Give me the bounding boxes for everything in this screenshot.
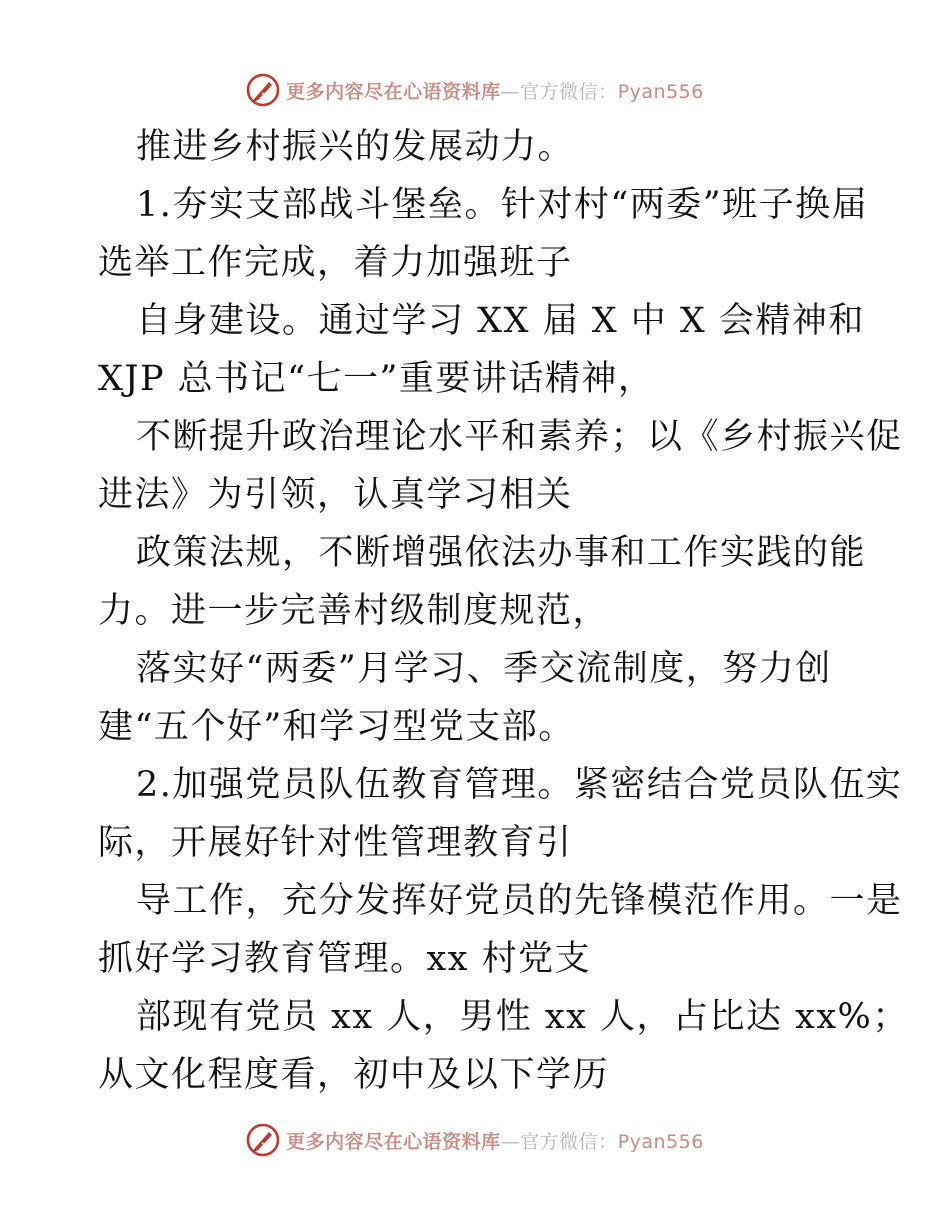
body-text-line: 进法》为引领，认真学习相关 xyxy=(98,475,573,515)
watermark-handle: Pyan556 xyxy=(617,1130,704,1153)
watermark-dash: — xyxy=(500,80,521,103)
pen-circle-logo-icon xyxy=(246,73,280,107)
body-text-line: 1.夯实支部战斗堡垒。针对村“两委”班子换届 xyxy=(136,185,869,225)
watermark-brand: 更多内容尽在心语资料库 xyxy=(286,80,501,103)
watermark-handle: Pyan556 xyxy=(617,80,704,103)
watermark-brand: 更多内容尽在心语资料库 xyxy=(286,1130,501,1153)
body-text-line: 部现有党员 xx 人，男性 xx 人，占比达 xx%； xyxy=(136,997,909,1037)
body-text-line: 导工作，充分发挥好党员的先锋模范作用。一是 xyxy=(136,881,903,921)
body-text-line: 政策法规，不断增强依法办事和工作实践的能 xyxy=(136,533,867,573)
body-text-line: 2.加强党员队伍教育管理。紧密结合党员队伍实 xyxy=(136,765,903,805)
page-header-watermark xyxy=(0,70,950,110)
body-text-line: 从文化程度看，初中及以下学历 xyxy=(98,1055,610,1095)
body-text-line: 自身建设。通过学习 XX 届 X 中 X 会精神和 xyxy=(136,301,865,341)
watermark-wechat-label: 官方微信： xyxy=(520,80,618,103)
watermark-text xyxy=(286,1127,704,1154)
body-text-line: 建“五个好”和学习型党支部。 xyxy=(98,707,575,747)
watermark-text xyxy=(286,77,704,104)
body-text-line: 推进乡村振兴的发展动力。 xyxy=(136,127,575,167)
body-text-line: 抓好学习教育管理。xx 村党支 xyxy=(98,939,592,979)
body-text-line: 际，开展好针对性管理教育引 xyxy=(98,823,573,863)
watermark-dash: — xyxy=(500,1130,521,1153)
page-footer-watermark xyxy=(0,1120,950,1160)
body-text-line: 力。进一步完善村级制度规范， xyxy=(98,591,610,631)
document-body xyxy=(98,118,909,1104)
pen-circle-logo-icon xyxy=(246,1123,280,1157)
watermark-wechat-label: 官方微信： xyxy=(520,1130,618,1153)
body-text-line: 不断提升政治理论水平和素养；以《乡村振兴促 xyxy=(136,417,903,457)
body-text-line: XJP 总书记“七一”重要讲话精神， xyxy=(98,359,655,399)
body-text-line: 选举工作完成，着力加强班子 xyxy=(98,243,573,283)
body-text-line: 落实好“两委”月学习、季交流制度，努力创 xyxy=(136,649,832,689)
